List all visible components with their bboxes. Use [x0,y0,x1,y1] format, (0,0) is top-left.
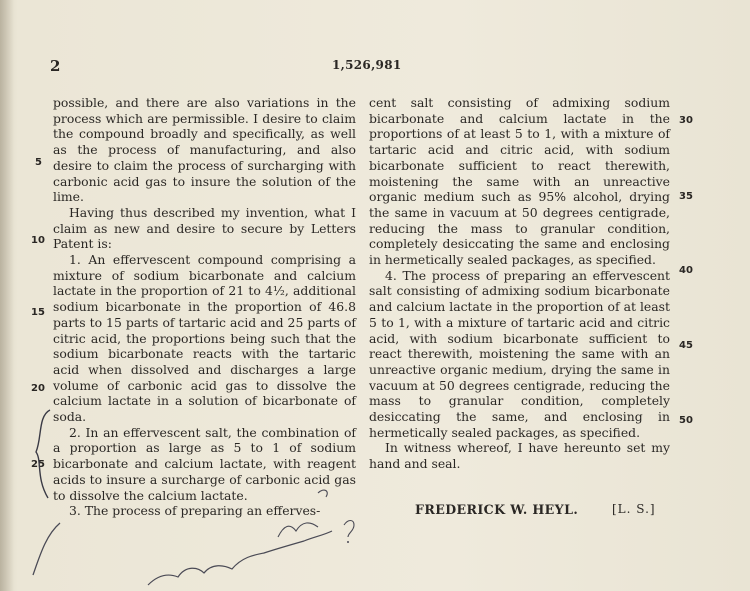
right-column [369,95,670,472]
inventor-signature-name: FREDERICK W. HEYL. [415,502,579,517]
claim-2: 2. In an effervescent salt, the combination of a proportion as large as 5 to 1 of sodium bicarbonate and calcium lactate, with reagent acids to insure a surcharge of carbonic acid gas to dissolve the calcium lactate. [53,424,356,503]
line-number: 40 [679,265,693,276]
patent-number: 1,526,981 [332,58,402,72]
claim-1: 1. An effervescent compound comprising a mixture of sodium bicarbonate and calcium lactate in the proportion of 21 to 4½, additional sodium bicarbonate in the proportion of 46.8 parts to 15 parts of tartaric acid and 25 parts of citric acid, the proportions being such that the sodium bicarbonate reacts with the tartaric acid when dissolved and discharges a large volume of carbonic acid gas to dissolve the calcium lactate in a solution of bicarbonate of soda. [53,252,356,425]
line-number: 45 [679,340,693,351]
page-edge-shadow [0,0,14,591]
handwritten-annotation [28,405,388,591]
line-number: 25 [31,459,45,470]
line-number: 35 [679,191,693,202]
line-number: 5 [35,157,42,168]
line-number: 50 [679,415,693,426]
left-paragraph-1: possible, and there are also variations in the process which are permissible. I desire to claim the compound broadly and specifically, as well as the process of manufacturing, and also desire to claim the process of surcharging with carbonic acid gas to insure the solution of the lime. [53,95,356,205]
line-number: 30 [679,115,693,126]
witness-clause: In witness whereof, I have hereunto set my hand and seal. [369,440,670,472]
left-paragraph-2: Having thus described my invention, what I claim as new and desire to secure by Letters Patent is: [53,204,356,252]
line-number: 10 [31,235,45,246]
line-number: 20 [31,383,45,394]
seal-mark: [L. S.] [612,502,656,516]
claim-3-start: 3. The process of preparing an efferves- [69,503,321,519]
page-number: 2 [50,57,61,75]
claim-3-continued: cent salt consisting of admixing sodium bicarbonate and calcium lactate in the proportions of at least 5 to 1, with a mixture of tartaric acid and citric acid, with sodium bicarbonate sufficient to react therewith, moistening the same with an unreactive organic medium such as 95% alcohol, drying the same in vacuum at 50 degrees centigrade, reducing the mass to granular condition, completely desiccating the same and enclosing in hermetically sealed packages, as specified. [369,95,670,268]
line-number: 15 [31,307,45,318]
claim-4: 4. The process of preparing an effervescent salt consisting of admixing sodium bicarbonate and calcium lactate in the proportion of at least 5 to 1, with a mixture of tartaric acid and citric acid, with sodium bicarbonate sufficient to react therewith, moistening the same with an unreactive organic medium, drying the same in vacuum at 50 degrees centigrade, reducing the mass to granular condition, completely desiccating the same, and enclosing in hermetically sealed packages, as specified. [369,267,670,440]
